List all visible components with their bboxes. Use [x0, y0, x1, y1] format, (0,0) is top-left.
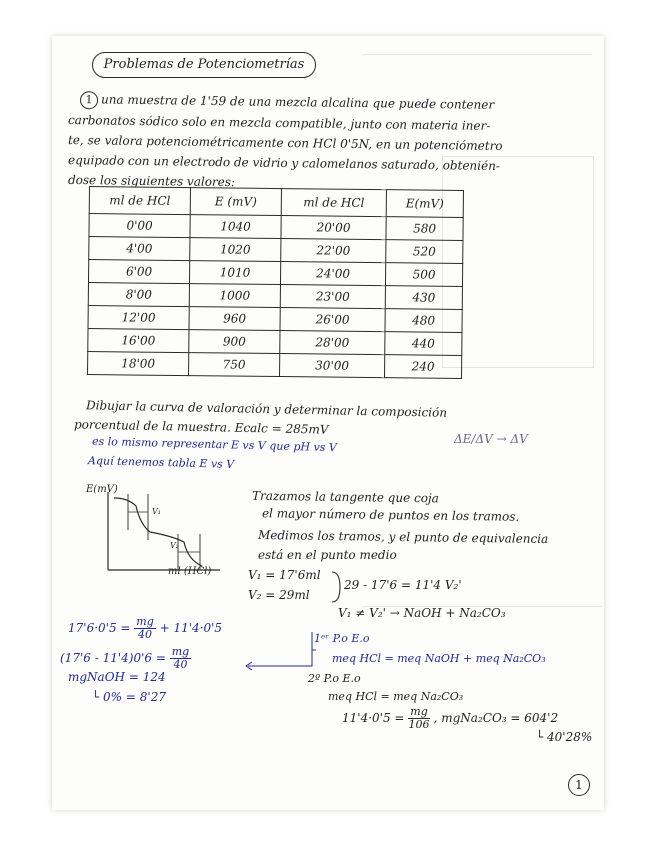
equation-1: 17'6·0'5 = $\frac{mg}{40}$ + 11'4·0'5: [68, 615, 223, 641]
v2-prime-calc: 29 - 17'6 = 11'4 V₂': [344, 578, 462, 592]
pct-na2co3: └ 40'28%: [536, 730, 593, 744]
connector-arrow: [242, 628, 320, 670]
note-table: Aquí tenemos tabla E vs V: [87, 454, 235, 471]
problem-line-3: te, se valora potenciométricamente con HCl 0'5N, en un potenciómetro: [67, 132, 503, 154]
table-cell: 1000: [189, 284, 280, 308]
table-cell: 480: [385, 309, 462, 333]
mg-naoh: mgNaOH = 124: [68, 670, 166, 684]
table-cell: 18'00: [88, 352, 189, 376]
problem-number: 1: [80, 91, 98, 109]
notebook-page: [52, 36, 604, 810]
meq-second: meq HCl = meq Na₂CO₃: [328, 690, 464, 703]
table-cell: 750: [189, 353, 280, 377]
fraction: $\frac{mg}{40}$: [136, 615, 154, 641]
table-row: [88, 352, 462, 379]
note-delta-e: ΔE/ΔV → ΔV: [454, 432, 528, 446]
v1-label: V₁: [152, 507, 161, 516]
table-cell: 30'00: [280, 354, 385, 378]
table-cell: 900: [189, 330, 280, 354]
note-representation: es lo mismo representar E vs V que pH vs V: [91, 434, 338, 455]
table-cell: 1010: [189, 261, 280, 285]
method-line-4: está en el punto medio: [258, 548, 397, 562]
table-cell: 28'00: [280, 331, 385, 355]
table-cell: 24'00: [280, 262, 385, 286]
table-cell: 20'00: [281, 216, 386, 240]
equation-3: 11'4·0'5 = $\frac{mg}{106}$ , mgNa₂CO₃ = 604'2: [342, 705, 559, 731]
composition-relation: V₁ ≠ V₂' → NaOH + Na₂CO₃: [338, 606, 506, 620]
table-cell: 6'00: [88, 260, 189, 284]
table-cell: 0'00: [89, 214, 190, 238]
volumes-bracket: [330, 570, 344, 604]
v2-value: V₂ = 29ml: [248, 588, 310, 602]
page-title: Problemas de Potenciometrías: [92, 52, 316, 78]
task-line-2: porcentual de la muestra. Ecalc = 285mV: [73, 417, 329, 437]
method-line-2: el mayor número de puntos en los tramos.: [261, 506, 520, 524]
table-cell: 26'00: [280, 308, 385, 332]
header-e-mv-1: E (mV): [190, 188, 281, 216]
table-cell: 12'00: [88, 306, 189, 330]
header-ml-hcl-1: ml de HCl: [89, 187, 190, 215]
graph-xlabel: ml (HCl): [168, 566, 212, 577]
equation-2: (17'6 - 11'4)0'6 = $\frac{mg}{40}$: [60, 645, 190, 671]
table-cell: 500: [385, 263, 462, 287]
problem-line-4: equipado con un electrodo de vidrio y calomelanos saturado, obtenién-: [67, 152, 501, 174]
meq-first: meq HCl = meq NaOH + meq Na₂CO₃: [332, 652, 546, 665]
titration-table: [87, 186, 464, 379]
fraction: $\frac{mg}{106}$: [408, 705, 430, 731]
table-cell: 23'00: [280, 285, 385, 309]
problem-line-1: 1 una muestra de 1'59 de una mezcla alcalina que puede contener: [80, 91, 494, 115]
graph-ylabel: E(mV): [86, 484, 118, 495]
table-cell: 960: [189, 307, 280, 331]
task-line-1: Dibujar la curva de valoración y determinar la composición: [85, 398, 448, 420]
table-cell: 240: [385, 355, 462, 379]
table-cell: 4'00: [89, 237, 190, 261]
table-header-row: [89, 187, 463, 218]
table-cell: 22'00: [281, 239, 386, 263]
pct-naoh: └ 0% = 8'27: [92, 690, 166, 704]
v2-label: V₂: [170, 541, 179, 550]
first-eq-point: 1ᵉʳ P.o E.o: [314, 632, 370, 645]
header-ml-hcl-2: ml de HCl: [281, 189, 386, 217]
table-cell: 580: [386, 217, 463, 241]
header-e-mv-2: E(mV): [386, 190, 463, 218]
table-cell: 8'00: [88, 283, 189, 307]
table-cell: 430: [385, 286, 462, 310]
table-cell: 1020: [190, 238, 281, 262]
v1-value: V₁ = 17'6ml: [248, 568, 321, 582]
second-eq-point: 2º P.o E.o: [308, 672, 361, 685]
method-line-3: Medimos los tramos, y el punto de equivalencia: [257, 527, 549, 547]
table-cell: 440: [385, 332, 462, 356]
problem-line-5: dose los siguientes valores:: [67, 172, 236, 190]
fraction: $\frac{mg}{40}$: [171, 645, 190, 671]
page-number: 1: [568, 774, 590, 796]
method-line-1: Trazamos la tangente que coja: [251, 488, 439, 506]
problem-line-2: carbonatos sódico solo en mezcla compatible, junto con materia iner-: [67, 113, 491, 133]
table-cell: 520: [386, 240, 463, 264]
table-cell: 16'00: [88, 329, 189, 353]
table-cell: 1040: [190, 215, 281, 239]
